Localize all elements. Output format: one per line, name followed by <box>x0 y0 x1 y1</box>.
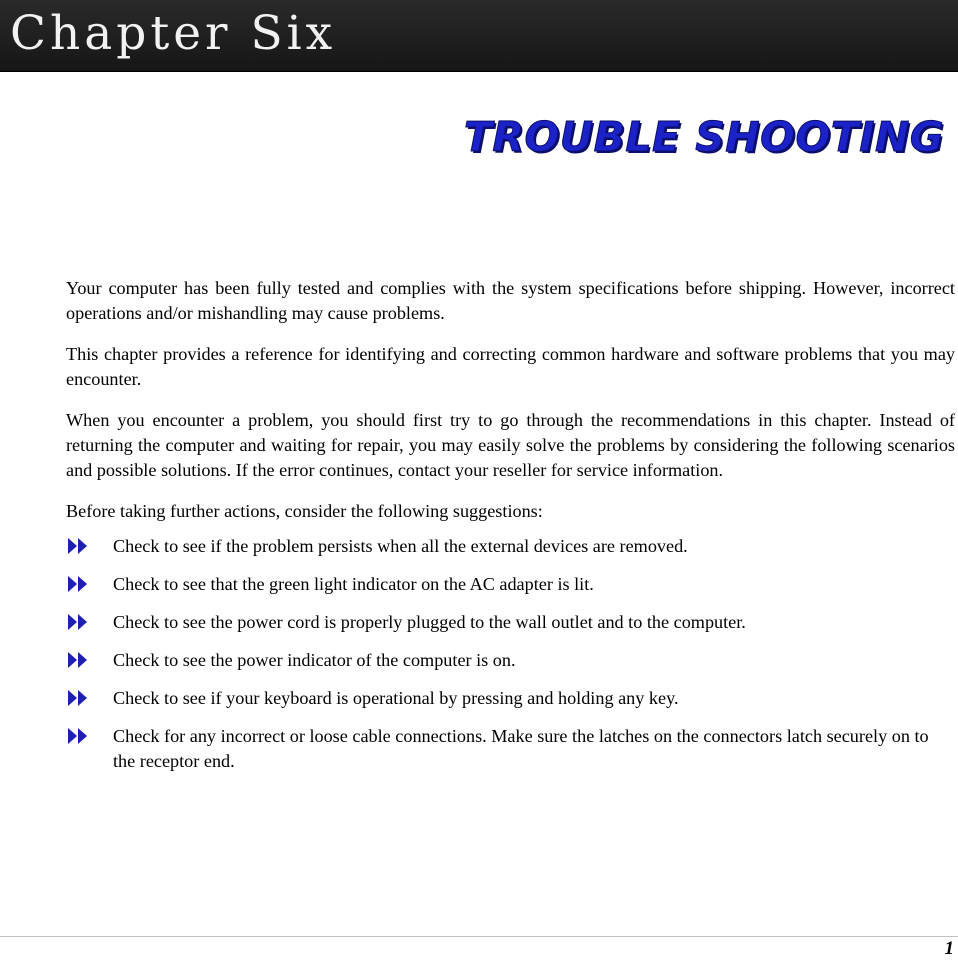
double-arrow-icon <box>68 690 90 706</box>
list-item <box>66 686 955 711</box>
list-item <box>66 534 955 559</box>
list-item <box>66 610 955 635</box>
page-title: TROUBLE SHOOTING <box>463 113 944 161</box>
double-arrow-icon <box>68 614 90 630</box>
list-item <box>66 648 955 673</box>
list-item <box>66 724 955 774</box>
suggestion-list <box>66 534 955 774</box>
page-number: 1 <box>944 938 954 959</box>
body-content <box>66 276 955 787</box>
chapter-label: Chapter Six <box>10 6 337 61</box>
double-arrow-icon <box>68 538 90 554</box>
list-item-text: Check for any incorrect or loose cable connections. Make sure the latches on the connectors latch securely on to the receptor end. <box>113 726 929 771</box>
footer-divider <box>0 936 958 937</box>
chapter-banner <box>0 0 958 72</box>
recommendation-paragraph: When you encounter a problem, you should first try to go through the recommendations in this chapter. Instead of returning the computer and waiting for repair, you may easily solve the problems by considering the following scenarios and possible solutions. If the error continues, contact your reseller for service information. <box>66 410 955 480</box>
intro-paragraph: Your computer has been fully tested and complies with the system specifications before shipping. However, incorrect operations and/or mishandling may cause problems. <box>66 278 955 323</box>
double-arrow-icon <box>68 576 90 592</box>
list-item-text: Check to see if your keyboard is operational by pressing and holding any key. <box>113 688 679 708</box>
list-item-text: Check to see if the problem persists when all the external devices are removed. <box>113 536 688 556</box>
list-item-text: Check to see the power indicator of the computer is on. <box>113 650 516 670</box>
reference-paragraph: This chapter provides a reference for identifying and correcting common hardware and software problems that you may encounter. <box>66 344 955 389</box>
list-item <box>66 572 955 597</box>
double-arrow-icon <box>68 652 90 668</box>
list-item-text: Check to see that the green light indicator on the AC adapter is lit. <box>113 574 594 594</box>
double-arrow-icon <box>68 728 90 744</box>
suggestions-intro: Before taking further actions, consider the following suggestions: <box>66 501 543 521</box>
list-item-text: Check to see the power cord is properly plugged to the wall outlet and to the computer. <box>113 612 746 632</box>
